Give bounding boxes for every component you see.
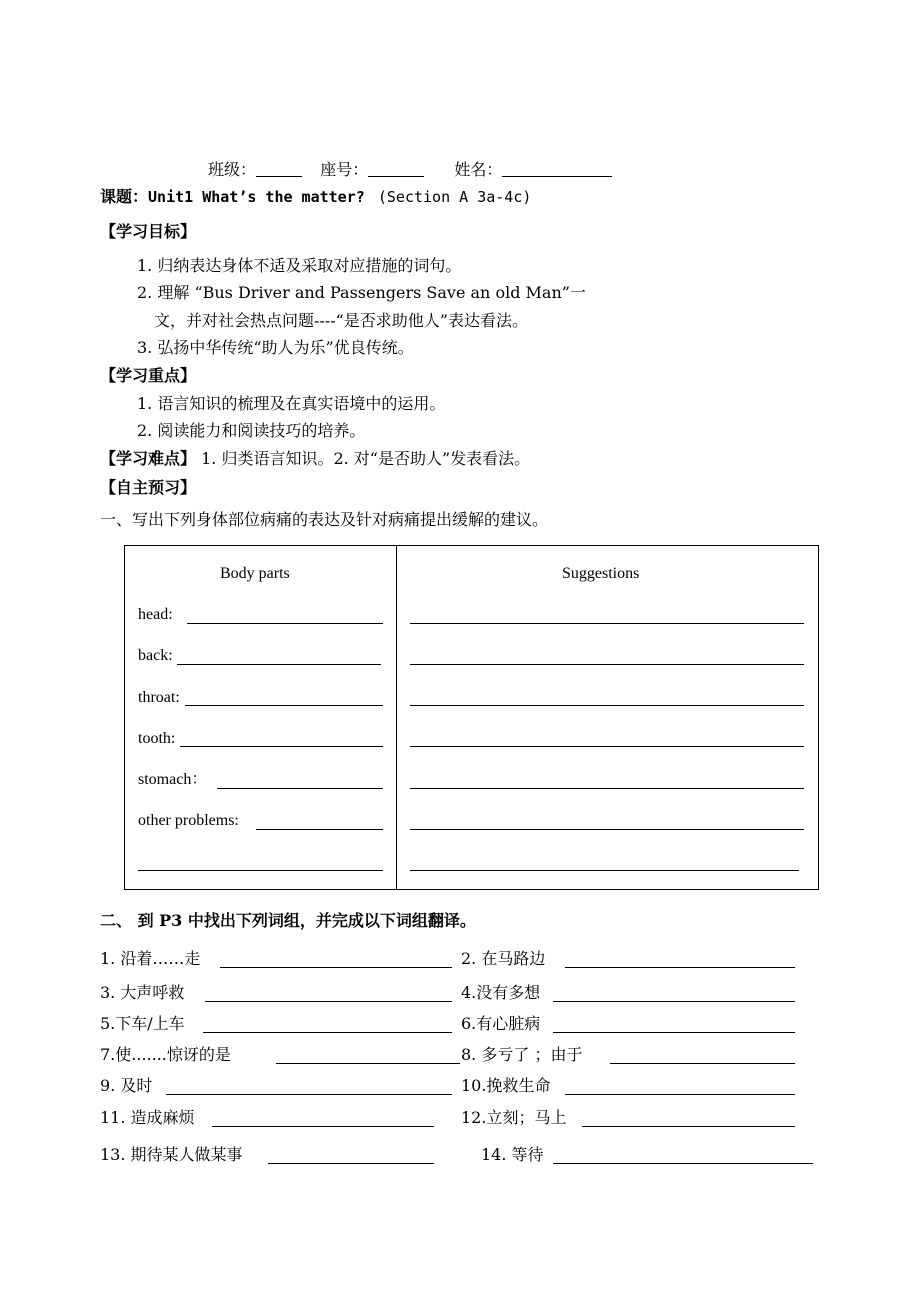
name-blank[interactable] [502, 162, 612, 177]
phrase-item: 12.立刻；马上 [461, 1108, 567, 1127]
phrase-item: 6.有心脏病 [461, 1014, 541, 1033]
objective-item [137, 283, 586, 303]
phrase-answer-line[interactable] [220, 967, 452, 968]
key-point-item: 1. 语言知识的梳理及在真实语境中的运用。 [137, 394, 446, 413]
phrase-item: 14. 等待 [481, 1145, 544, 1164]
objective-item-cont: 文，并对社会热点问题----“是否求助他人”表达看法。 [154, 311, 528, 330]
phrase-item: 13. 期待某人做某事 [100, 1145, 243, 1164]
phrase-item: 4.没有多想 [461, 983, 541, 1002]
preview-heading: 【自主预习】 [100, 478, 197, 497]
seat-blank[interactable] [368, 162, 424, 177]
difficulties-text: 1. 归类语言知识。2. 对“是否助人”发表看法。 [196, 449, 531, 468]
part1-title: 一、写出下列身体部位病痛的表达及针对病痛提出缓解的建议。 [100, 510, 549, 529]
difficulties-line [100, 449, 530, 469]
class-blank[interactable] [256, 162, 302, 177]
phrase-answer-line[interactable] [610, 1063, 795, 1064]
seat-label: 座号： [320, 160, 369, 179]
key-point-item: 2. 阅读能力和阅读技巧的培养。 [137, 421, 366, 440]
phrase-answer-line[interactable] [268, 1163, 434, 1164]
row-label-back: back: [138, 647, 173, 664]
phrase-item: 7.使.......惊讶的是 [100, 1045, 231, 1064]
phrase-item: 10.挽救生命 [461, 1076, 551, 1095]
suggestion-line[interactable] [410, 788, 804, 789]
part2-title: 二、 到 P3 中找出下列词组，并完成以下词组翻译。 [100, 911, 476, 930]
row-label-tooth: tooth: [138, 730, 176, 747]
suggestion-line[interactable] [410, 829, 804, 830]
col-header-body-parts: Body parts [220, 565, 290, 582]
phrase-answer-line[interactable] [212, 1126, 434, 1127]
suggestion-line[interactable] [410, 870, 799, 871]
phrase-answer-line[interactable] [205, 1001, 452, 1002]
name-label: 姓名： [454, 160, 503, 179]
phrase-answer-line[interactable] [582, 1126, 795, 1127]
phrase-item: 9. 及时 [100, 1076, 153, 1095]
topic-section: (Section A 3a-4c) [377, 188, 532, 206]
phrase-item: 8. 多亏了 ；由于 [461, 1045, 583, 1064]
objective-item: 1. 归纳表达身体不适及采取对应措施的词句。 [137, 256, 462, 275]
objective-item-text: 2. 理解 “Bus Driver and Passengers Save an old Man”一 [137, 283, 586, 302]
answer-line[interactable] [217, 788, 383, 789]
suggestion-line[interactable] [410, 705, 804, 706]
header-line [208, 160, 612, 180]
phrase-answer-line[interactable] [203, 1032, 452, 1033]
topic-line [100, 187, 531, 207]
phrase-item: 11. 造成麻烦 [100, 1108, 195, 1127]
table-divider [396, 545, 397, 889]
phrase-item: 5.下车/上车 [100, 1014, 185, 1033]
answer-line[interactable] [177, 664, 381, 665]
col-header-suggestions: Suggestions [562, 565, 640, 582]
topic-label: 课题： [100, 187, 149, 206]
class-label: 班级： [208, 160, 257, 179]
objective-item: 3. 弘扬中华传统“助人为乐”优良传统。 [137, 338, 414, 357]
answer-line[interactable] [185, 705, 383, 706]
phrase-answer-line[interactable] [553, 1001, 795, 1002]
suggestion-line[interactable] [410, 623, 804, 624]
phrase-item: 2. 在马路边 [461, 949, 546, 968]
phrase-item: 3. 大声呼救 [100, 983, 185, 1002]
answer-line[interactable] [256, 829, 383, 830]
phrase-answer-line[interactable] [565, 967, 795, 968]
row-label-throat: throat: [138, 689, 180, 706]
phrase-answer-line[interactable] [553, 1032, 795, 1033]
body-parts-table [124, 545, 819, 890]
row-label-stomach: stomach： [138, 771, 208, 788]
phrase-answer-line[interactable] [553, 1163, 813, 1164]
key-points-heading: 【学习重点】 [100, 366, 197, 385]
phrase-answer-line[interactable] [276, 1063, 460, 1064]
answer-line[interactable] [180, 746, 383, 747]
answer-line[interactable] [138, 870, 383, 871]
objectives-heading: 【学习目标】 [100, 222, 197, 241]
topic-title: Unit1 What’s the matter? [148, 188, 365, 206]
row-label-head: head: [138, 606, 173, 623]
row-label-other: other problems: [138, 812, 239, 829]
phrase-answer-line[interactable] [166, 1094, 452, 1095]
answer-line[interactable] [187, 623, 383, 624]
difficulties-heading: 【学习难点】 [100, 449, 197, 468]
phrase-item: 1. 沿着……走 [100, 949, 201, 968]
phrase-answer-line[interactable] [565, 1094, 795, 1095]
suggestion-line[interactable] [410, 746, 804, 747]
suggestion-line[interactable] [410, 664, 804, 665]
